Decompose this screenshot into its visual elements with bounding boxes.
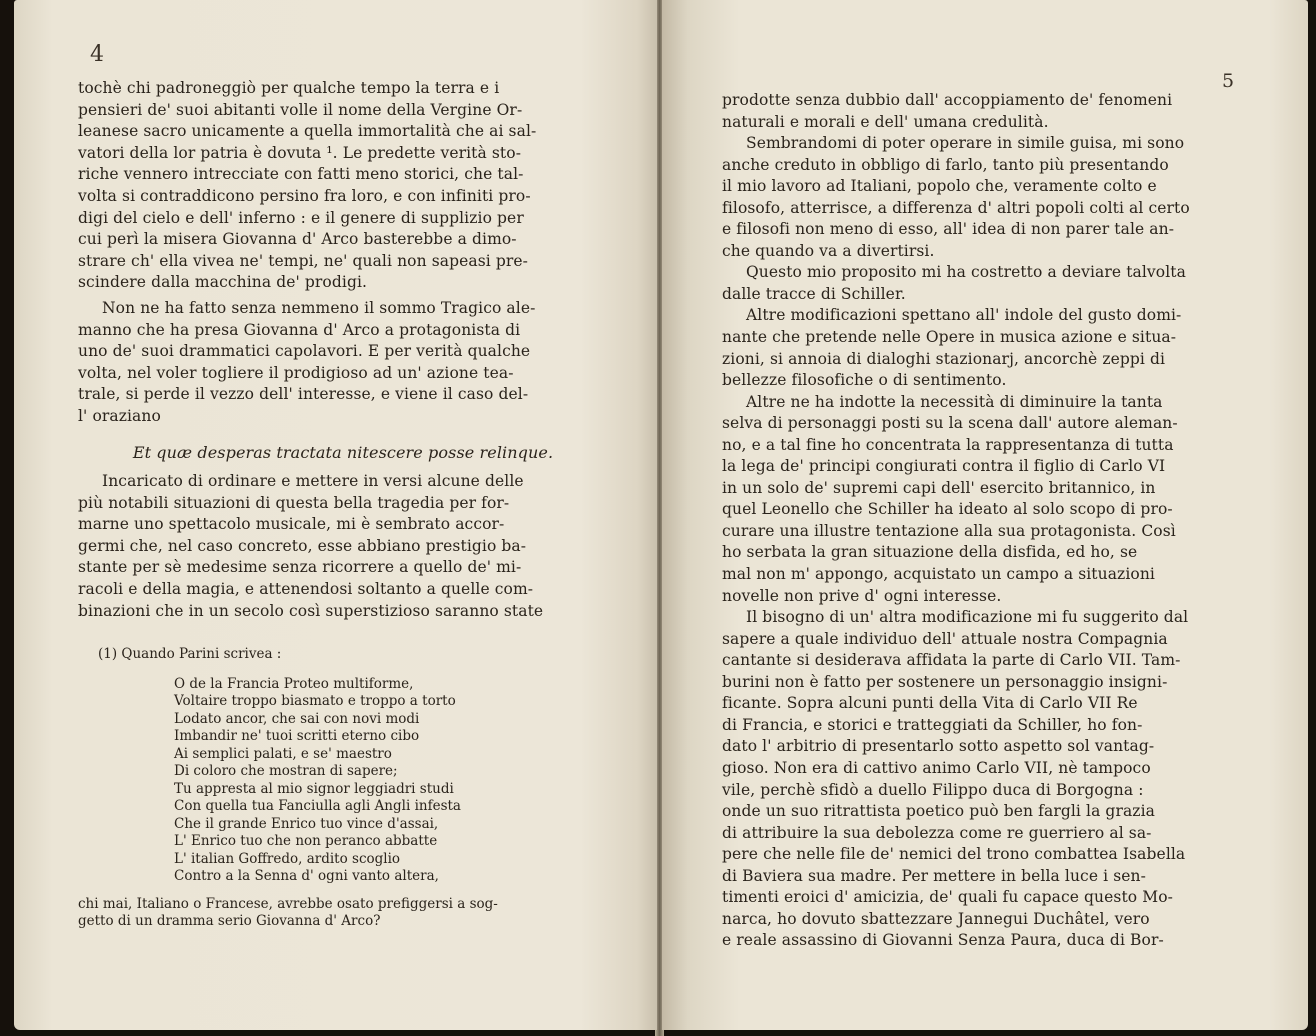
verse-line: Imbandir ne' tuoi scritti eterno cibo: [174, 728, 420, 744]
right-paragraph-5: [722, 392, 1236, 607]
text-line: bellezze filosofiche o di sentimento.: [722, 371, 1007, 390]
text-line: chi mai, Italiano o Francese, avrebbe osato prefiggersi a sog-: [78, 895, 498, 912]
right-paragraph-4: [722, 305, 1236, 391]
text-line: leanese sacro unicamente a quella immortalità che ai sal-: [78, 122, 537, 141]
right-page-number: 5: [1222, 70, 1235, 92]
text-line: cui perì la misera Giovanna d' Arco basterebbe a dimo-: [78, 230, 517, 249]
text-line: di Francia, e storici e tratteggiati da Schiller, ho fon-: [722, 715, 1143, 734]
text-line: volta, nel voler togliere il prodigioso ad un' azione tea-: [78, 363, 514, 382]
footnote-tail: [78, 896, 598, 931]
left-page-number: 4: [90, 42, 104, 67]
text-line: in un solo de' supremi capi dell' esercito britannico, in: [722, 478, 1156, 497]
text-line: il mio lavoro ad Italiani, popolo che, veramente colto e: [722, 177, 1157, 196]
text-line: vile, perchè sfidò a duello Filippo duca di Borgogna :: [722, 780, 1144, 799]
text-line: curare una illustre tentazione alla sua protagonista. Così: [722, 521, 1176, 540]
verse-line: Tu appresta al mio signor leggiadri studi: [174, 780, 454, 797]
text-line: dalle tracce di Schiller.: [722, 284, 906, 303]
text-line: Altre modificazioni spettano all' indole del gusto domi-: [746, 306, 1182, 325]
footnote-head: [98, 646, 598, 664]
verse-line: Ai semplici palati, e se' maestro: [174, 745, 392, 762]
text-line: stante per sè medesime senza ricorrere a quello de' mi-: [78, 558, 522, 577]
verse-line: Contro a la Senna d' ogni vanto altera,: [174, 868, 439, 884]
text-line: timenti eroici d' amicizia, de' quali fu capace questo Mo-: [722, 888, 1173, 907]
text-line: Incaricato di ordinare e mettere in versi alcune delle: [102, 472, 524, 491]
text-line: strare ch' ella vivea ne' tempi, ne' quali non sapeasi pre-: [78, 251, 529, 270]
right-main-text: [722, 90, 1236, 952]
text-line: narca, ho dovuto sbattezzare Jannegui Duchâtel, vero: [722, 909, 1150, 928]
text-line: Altre ne ha indotte la necessità di diminuire la tanta: [746, 392, 1163, 411]
verse-line: Che il grande Enrico tuo vince d'assai,: [174, 815, 439, 832]
footnote-intro: Quando Parini scrivea :: [121, 646, 282, 662]
text-line: cantante si desiderava affidata la parte di Carlo VII. Tam-: [722, 651, 1181, 670]
text-line: burini non è fatto per sostenere un personaggio insigni-: [722, 672, 1168, 691]
text-line: quel Leonello che Schiller ha ideato al solo scopo di pro-: [722, 500, 1173, 519]
right-paragraph-2: [722, 133, 1236, 262]
verse-line: O de la Francia Proteo multiforme,: [174, 675, 414, 692]
text-line: naturali e morali e dell' umana credulità.: [722, 112, 1049, 131]
text-line: Sembrandomi di poter operare in simile guisa, mi sono: [746, 134, 1185, 153]
verse-line: L' italian Goffredo, ardito scoglio: [174, 850, 401, 867]
text-line: novelle non prive d' ogni interesse.: [722, 586, 1002, 605]
left-paragraph-1: [78, 78, 608, 294]
text-line: volta si contraddicono persino fra loro, e con infiniti pro-: [78, 186, 531, 205]
text-line: racoli e della magia, e attenendosi soltanto a quelle com-: [78, 580, 534, 599]
verse-line: Con quella tua Fanciulla agli Angli infesta: [174, 798, 461, 814]
text-line: riche vennero intrecciate con fatti meno storici, che tal-: [78, 165, 524, 184]
left-page: [14, 0, 657, 1030]
text-line: ficante. Sopra alcuni punti della Vita di Carlo VII Re: [722, 694, 1138, 713]
footnote-marker: (1): [98, 646, 118, 662]
footnote: [78, 646, 598, 931]
text-line: e reale assassino di Giovanni Senza Paura, duca di Bor-: [722, 931, 1164, 950]
verse-line: Voltaire troppo biasmato e troppo a torto: [174, 693, 456, 709]
text-line: manno che ha presa Giovanna d' Arco a protagonista di: [78, 320, 521, 339]
text-line: getto di un dramma serio Giovanna d' Arco?: [78, 913, 381, 929]
verse-line: Lodato ancor, che sai con novi modi: [174, 710, 420, 727]
latin-motto: Et quæ desperas tractata nitescere posse relinque.: [132, 442, 554, 462]
right-page: [662, 0, 1308, 1030]
text-line: filosofo, atterrisce, a differenza d' altri popoli colti al certo: [722, 198, 1190, 217]
left-paragraph-2: [78, 298, 608, 428]
text-line: Non ne ha fatto senza nemmeno il sommo Tragico ale-: [102, 298, 536, 317]
text-line: germi che, nel caso concreto, esse abbiano prestigio ba-: [78, 536, 527, 555]
text-line: anche creduto in obbligo di farlo, tanto più presentando: [722, 155, 1169, 174]
text-line: gioso. Non era di cattivo animo Carlo VII, nè tampoco: [722, 758, 1151, 777]
text-line: sapere a quale individuo dell' attuale nostra Compagnia: [722, 629, 1168, 648]
text-line: ho serbata la gran situazione della disfida, ed ho, se: [722, 543, 1138, 562]
text-line: Questo mio proposito mi ha costretto a deviare talvolta: [746, 263, 1186, 282]
text-line: digi del cielo e dell' inferno : e il genere di supplizio per: [78, 208, 524, 227]
verse-line: Di coloro che mostran di sapere;: [174, 763, 398, 779]
text-line: no, e a tal fine ho concentrata la rappresentanza di tutta: [722, 435, 1174, 454]
text-line: binazioni che in un secolo così superstizioso saranno state: [78, 601, 544, 620]
text-line: dato l' arbitrio di presentarlo sotto aspetto sol vantag-: [722, 737, 1155, 756]
text-line: vatori della lor patria è dovuta ¹. Le predette verità sto-: [78, 143, 522, 162]
verse-line: L' Enrico tuo che non peranco abbatte: [174, 833, 438, 849]
text-line: pere che nelle file de' nemici del trono combattea Isabella: [722, 845, 1186, 864]
text-line: prodotte senza dubbio dall' accoppiamento de' fenomeni: [722, 91, 1173, 109]
text-line: pensieri de' suoi abitanti volle il nome della Vergine Or-: [78, 100, 523, 119]
text-line: zioni, si annoia di dialoghi stazionarj, ancorchè zeppi di: [722, 349, 1166, 368]
right-paragraph-6: [722, 607, 1236, 952]
text-line: mal non m' appongo, acquistato un campo a situazioni: [722, 565, 1155, 584]
right-paragraph-1: [722, 90, 1236, 133]
text-line: scindere dalla macchina de' prodigi.: [78, 273, 368, 292]
text-line: marne uno spettacolo musicale, mi è sembrato accor-: [78, 515, 505, 534]
text-line: e filosofi non meno di esso, all' idea di non parer tale an-: [722, 220, 1175, 239]
text-line: selva di personaggi posti su la scena dall' autore aleman-: [722, 414, 1178, 433]
text-line: di attribuire la sua debolezza come re guerriero al sa-: [722, 823, 1152, 842]
right-paragraph-3: [722, 262, 1236, 305]
text-line: che quando va a divertirsi.: [722, 241, 935, 260]
text-line: tochè chi padroneggiò per qualche tempo la terra e i: [78, 79, 500, 97]
text-line: di Baviera sua madre. Per mettere in bella luce i sen-: [722, 866, 1146, 885]
text-line: onde un suo ritrattista poetico può ben fargli la grazia: [722, 802, 1155, 821]
footnote-verse: [174, 676, 598, 886]
text-line: uno de' suoi drammatici capolavori. E per verità qualche: [78, 342, 531, 361]
text-line: nante che pretende nelle Opere in musica azione e situa-: [722, 328, 1177, 347]
text-line: più notabili situazioni di questa bella tragedia per for-: [78, 493, 510, 512]
text-line: Il bisogno di un' altra modificazione mi fu suggerito dal: [746, 608, 1189, 627]
text-line: trale, si perde il vezzo dell' interesse, e viene il caso del-: [78, 385, 529, 404]
text-line: la lega de' principi congiurati contra il figlio di Carlo VI: [722, 457, 1166, 476]
text-line: l' oraziano: [78, 406, 161, 425]
left-main-text: [78, 78, 608, 622]
left-paragraph-3: [78, 471, 608, 622]
